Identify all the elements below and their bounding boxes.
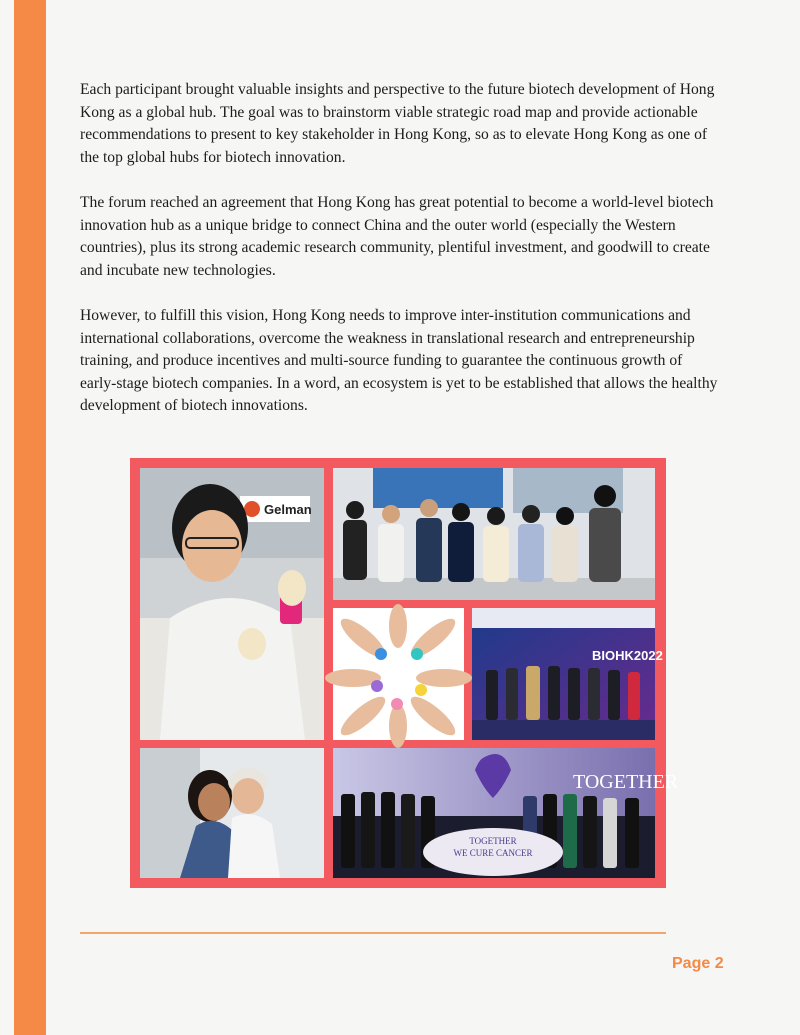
backdrop-text: TOGETHER xyxy=(573,771,679,793)
footer-divider xyxy=(80,932,666,934)
side-accent-bar xyxy=(14,0,46,1035)
stage-banner-line2: WE CURE CANCER xyxy=(453,848,533,858)
body-text xyxy=(80,79,720,441)
paragraph-2: The forum reached an agreement that Hong Kong has great potential to become a world-level biotech innovation hub as a unique bridge to connect China and the outer world (especially the Western countries), plus its strong academic research community, plentiful investment, and goodwill to create and incubate new technologies. xyxy=(80,193,714,279)
photo-ribbon-hands xyxy=(333,608,464,740)
paragraph-1: Each participant brought valuable insights and perspective to the future biotech development of Hong Kong as a global hub. The goal was to brainstorm viable strategic road map and provide actionable recommendations to present to key stakeholder in Hong Kong, so as to elevate Hong Kong as one of the top global hubs for biotech innovation. xyxy=(80,81,715,166)
photo-group xyxy=(333,468,655,600)
photo-patient-hug xyxy=(140,748,324,878)
lab-sign-text: Gelman xyxy=(264,502,312,517)
photo-collage xyxy=(130,458,679,888)
photo-cure-cancer-stage xyxy=(333,748,679,878)
page-number: Page 2 xyxy=(672,955,724,972)
photo-lab-researcher xyxy=(140,468,324,740)
paragraph-3: However, to fulfill this vision, Hong Kong needs to improve inter-institution communications and international collaborations, overcome the weakness in translational research and entrepreneurship training, and produce incentives and multi-source funding to guarantee the continuous growth of early-stage biotech companies. In a word, an ecosystem is yet to be established that allows the healthy development of biotech innovations. xyxy=(80,306,718,415)
event-banner-text: BIOHK2022 xyxy=(592,648,663,663)
photo-biohk-event xyxy=(472,608,663,740)
stage-banner-line1: TOGETHER xyxy=(469,836,517,846)
